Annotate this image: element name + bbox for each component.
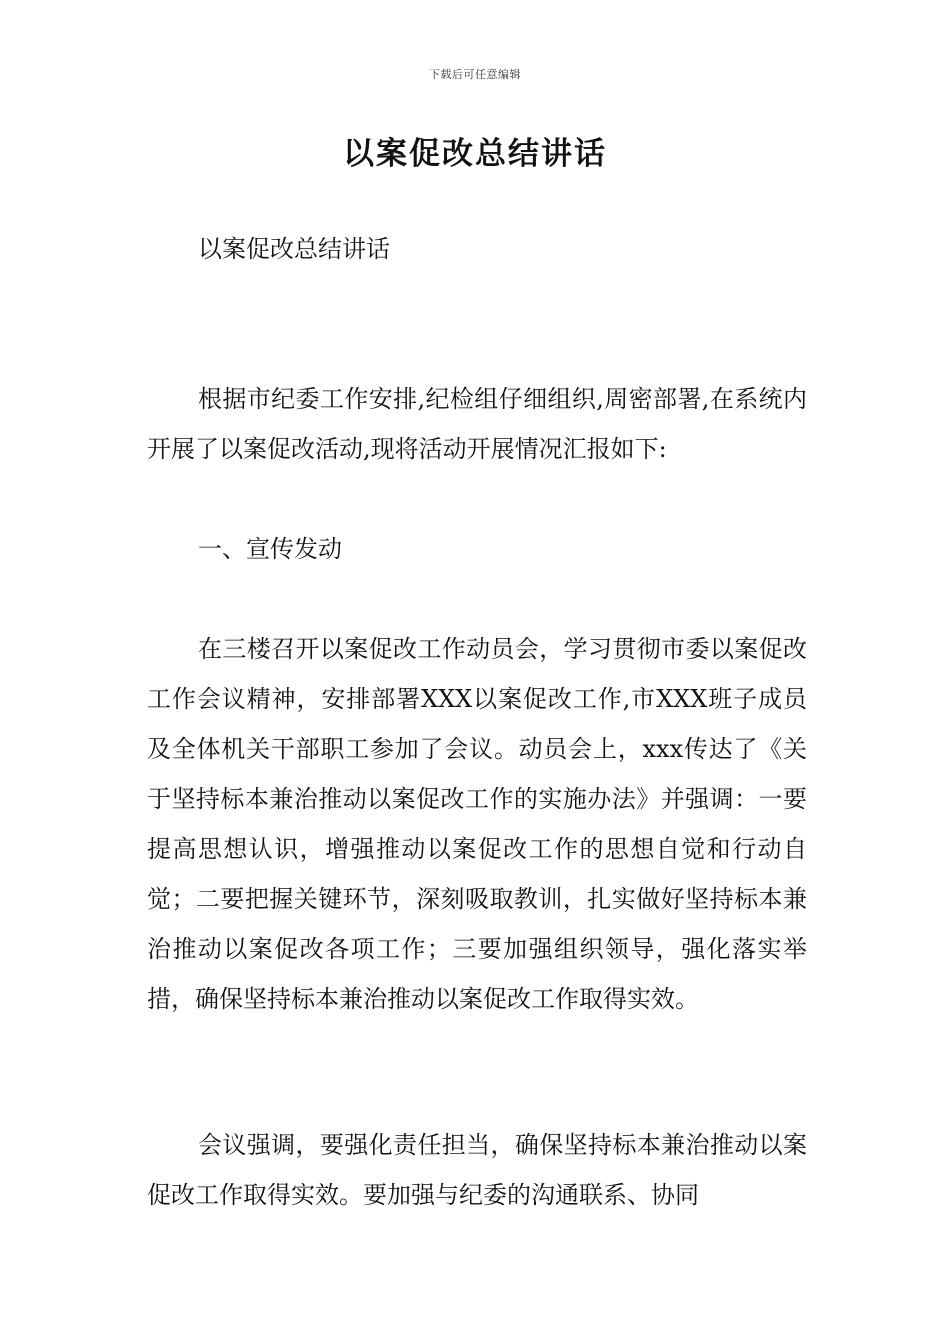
paragraph-mobilization-meeting: 在三楼召开以案促改工作动员会，学习贯彻市委以案促改工作会议精神，安排部署XXX以案促改工作,市XXX班子成员及全体机关干部职工参加了会议。动员会上，xxx传达了《关于坚持标本兼治推动以案促改工作的实施办法》并强调：一要提高思想认识，增强推动以案促改工作的思想自觉和行动自觉；二要把握关键环节，深刻吸取教训，扎实做好坚持标本兼治推动以案促改各项工作；三要加强组织领导，强化落实举措，确保坚持标本兼治推动以案促改工作取得实效。 — [147, 635, 807, 1013]
header-note: 下载后可任意编辑 — [429, 68, 521, 81]
section-heading-publicity: 一、宣传发动 — [198, 535, 342, 563]
paragraph-intro: 根据市纪委工作安排,纪检组仔细组织,周密部署,在系统内开展了以案促改活动,现将活动开展情况汇报如下: — [147, 385, 807, 463]
paragraph-meeting-emphasis: 会议强调，要强化责任担当，确保坚持标本兼治推动以案促改工作取得实效。要加强与纪委的沟通联系、协同 — [147, 1131, 807, 1209]
document-subtitle: 以案促改总结讲话 — [198, 235, 390, 263]
document-title: 以案促改总结讲话 — [343, 136, 607, 172]
